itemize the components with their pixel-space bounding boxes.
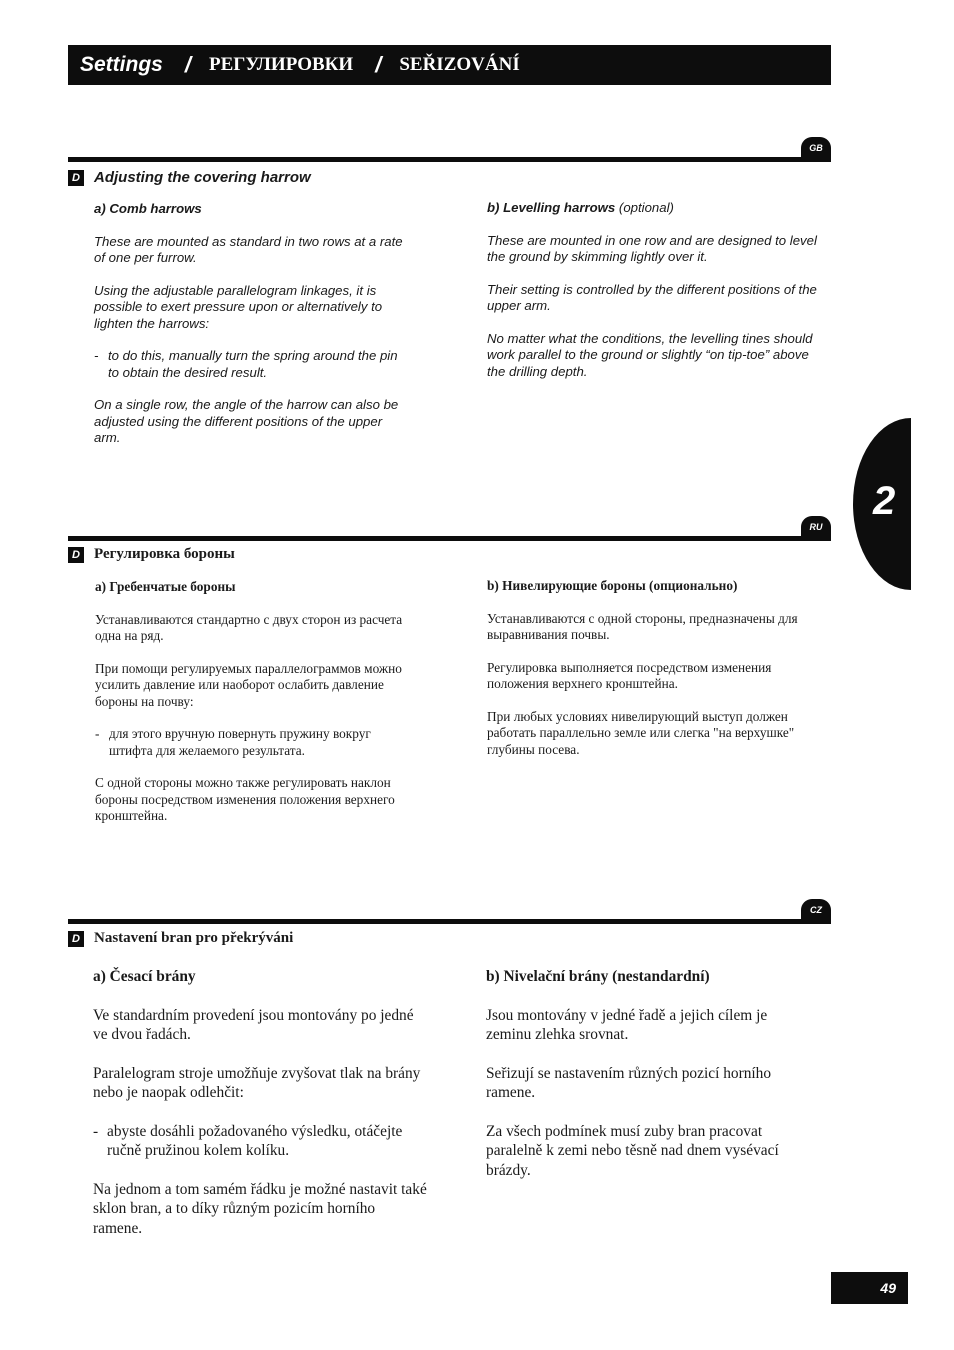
section-title-text: Регулировка бороны: [94, 546, 235, 562]
list-item: - to do this, manually turn the spring around the pin to obtain the desired result.: [94, 348, 412, 381]
paragraph: Na jednom a tom samém řádku je možné nastavit také sklon bran, a to díky různým pozicím horního ramene.: [93, 1180, 427, 1237]
section-marker: D: [68, 931, 84, 947]
column-right: [487, 578, 817, 758]
paragraph: Ve standardním provedení jsou montovány po jedné ve dvou řadách.: [93, 1006, 414, 1043]
paragraph: No matter what the conditions, the levelling tines should work parallel to the ground or slightly “on tip-toe” above the drilling depth.: [487, 330, 813, 379]
subsection-heading: [487, 200, 817, 217]
paragraph: These are mounted in one row and are designed to level the ground by skimming lightly over it.: [487, 232, 817, 264]
subsection-heading-note: (optional): [618, 200, 674, 215]
column-right: [486, 967, 816, 1180]
paragraph: Устанавливаются с одной стороны, предназначены для выравнивания почвы.: [487, 610, 798, 642]
section-title: [68, 930, 293, 947]
column-left: [95, 579, 415, 825]
section-marker: D: [68, 547, 84, 563]
list-item: - для этого вручную повернуть пружину вокруг штифта для желаемого результата.: [95, 726, 415, 759]
list-item: - abyste dosáhli požadovaného výsledku, otáčejte ručně pružinou kolem kolíku.: [93, 1122, 428, 1161]
lang-badge-cz: CZ: [801, 899, 831, 921]
chapter-number: 2: [873, 479, 896, 523]
header-title-en: Settings: [80, 53, 163, 76]
section-title: [68, 546, 235, 563]
paragraph: При любых условиях нивелирующий выступ должен работать параллельно земле или слегка "на верхушке" глубины посева.: [487, 708, 795, 757]
lang-badge-ru: RU: [801, 516, 831, 538]
lang-badge-gb: GB: [801, 137, 831, 159]
paragraph: С одной стороны можно также регулировать наклон бороны посредством изменения положения верхнего кронштейна.: [95, 775, 395, 823]
header-separator: /: [375, 52, 382, 77]
subsection-heading: a) Česací brány: [93, 968, 196, 985]
section-marker: D: [68, 170, 84, 186]
paragraph: Устанавливаются стандартно с двух сторон из расчета одна на ряд.: [95, 611, 403, 643]
section-rule: [68, 157, 831, 162]
section-title-text: Adjusting the covering harrow: [94, 169, 311, 186]
section-title-text: Nastavení bran pro překrýváni: [94, 930, 294, 946]
paragraph: Their setting is controlled by the different positions of the upper arm.: [487, 281, 817, 313]
section-rule: [68, 536, 831, 541]
paragraph: Paralelogram stroje umožňuje zvyšovat tlak na brány nebo je naopak odlehčit:: [93, 1064, 421, 1101]
header-title-ru: РЕГУЛИРОВКИ: [208, 54, 354, 75]
header-separator: /: [184, 52, 191, 77]
page-number: 49: [831, 1272, 908, 1304]
subsection-heading: b) Nivelační brány (nestandardní): [486, 968, 710, 985]
page-header: [68, 45, 831, 85]
subsection-heading: b) Нивелирующие бороны (опционально): [487, 578, 738, 593]
column-right: [487, 200, 817, 380]
subsection-heading: a) Гребенчатые бороны: [95, 579, 236, 594]
paragraph: Using the adjustable parallelogram linkages, it is possible to exert pressure upon or alternatively to lighten the harrows:: [94, 282, 383, 331]
paragraph: Jsou montovány v jedné řadě a jejich cílem je zeminu zlehka srovnat.: [486, 1006, 768, 1043]
paragraph: On a single row, the angle of the harrow can also be adjusted using the different positions of the upper arm.: [94, 397, 399, 445]
subsection-heading: a) Comb harrows: [94, 201, 202, 216]
column-left: [93, 967, 428, 1238]
paragraph: These are mounted as standard in two rows at a rate of one per furrow.: [94, 233, 403, 265]
subsection-heading-text: b) Levelling harrows: [487, 200, 616, 215]
section-rule: [68, 919, 831, 924]
column-left: [94, 201, 412, 447]
paragraph: Za všech podmínek musí zuby bran pracovat paralelně k zemi nebo těsně nad dnem vysévací brázdy.: [486, 1122, 779, 1179]
section-title: [68, 169, 311, 186]
paragraph: Регулировка выполняется посредством изменения положения верхнего кронштейна.: [487, 659, 772, 691]
header-title-cz: SEŘIZOVÁNÍ: [399, 54, 520, 75]
paragraph: Seřizují se nastavením různých pozicí horního ramene.: [486, 1064, 772, 1101]
paragraph: При помощи регулируемых параллелограммов можно усилить давление или наоборот ослабить давление бороны на почву:: [95, 660, 402, 709]
